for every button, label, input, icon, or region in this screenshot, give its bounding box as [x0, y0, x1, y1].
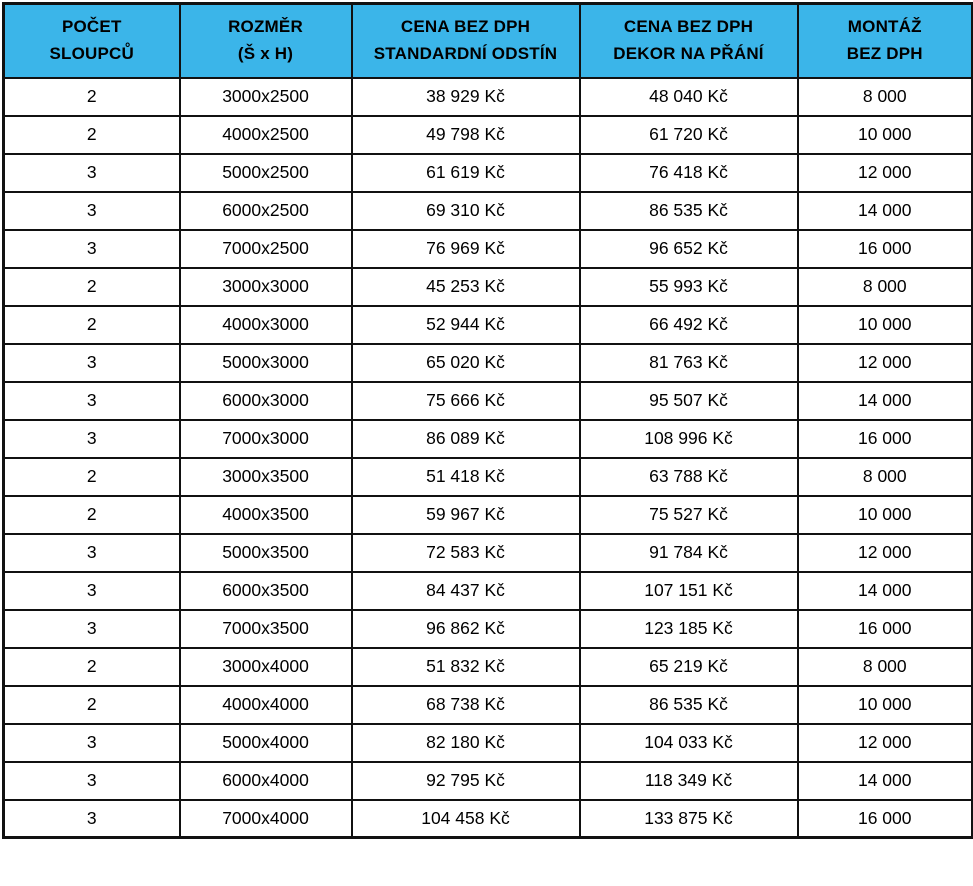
cell-cena-dekor-na-prani: 107 151 Kč — [580, 572, 798, 610]
cell-pocet-sloupcu: 2 — [4, 268, 180, 306]
table-row — [4, 724, 973, 762]
cell-cena-standardni-odstin: 49 798 Kč — [352, 116, 580, 154]
cell-montaz-bez-dph: 16 000 — [798, 800, 973, 838]
cell-cena-standardni-odstin: 86 089 Kč — [352, 420, 580, 458]
cell-montaz-bez-dph: 10 000 — [798, 306, 973, 344]
table-row — [4, 306, 973, 344]
cell-rozmer: 5000x3500 — [180, 534, 352, 572]
cell-cena-standardni-odstin: 69 310 Kč — [352, 192, 580, 230]
cell-montaz-bez-dph: 16 000 — [798, 230, 973, 268]
header-line: STANDARDNÍ ODSTÍN — [373, 43, 558, 63]
table-row — [4, 534, 973, 572]
table-row — [4, 572, 973, 610]
cell-cena-dekor-na-prani: 118 349 Kč — [580, 762, 798, 800]
cell-rozmer: 4000x4000 — [180, 686, 352, 724]
cell-montaz-bez-dph: 14 000 — [798, 762, 973, 800]
cell-cena-standardni-odstin: 82 180 Kč — [352, 724, 580, 762]
cell-pocet-sloupcu: 2 — [4, 116, 180, 154]
cell-montaz-bez-dph: 8 000 — [798, 268, 973, 306]
header-row — [4, 4, 973, 78]
cell-cena-standardni-odstin: 76 969 Kč — [352, 230, 580, 268]
cell-cena-standardni-odstin: 96 862 Kč — [352, 610, 580, 648]
header-pocet-sloupcu — [4, 4, 180, 78]
cell-pocet-sloupcu: 3 — [4, 230, 180, 268]
cell-rozmer: 6000x4000 — [180, 762, 352, 800]
cell-rozmer: 5000x4000 — [180, 724, 352, 762]
cell-montaz-bez-dph: 8 000 — [798, 78, 973, 116]
cell-montaz-bez-dph: 8 000 — [798, 458, 973, 496]
cell-montaz-bez-dph: 16 000 — [798, 610, 973, 648]
header-line: POČET — [61, 17, 122, 37]
header-line: (Š x H) — [237, 43, 294, 63]
cell-rozmer: 3000x3000 — [180, 268, 352, 306]
cell-montaz-bez-dph: 8 000 — [798, 648, 973, 686]
table-row — [4, 458, 973, 496]
cell-cena-standardni-odstin: 61 619 Kč — [352, 154, 580, 192]
cell-cena-standardni-odstin: 65 020 Kč — [352, 344, 580, 382]
cell-cena-standardni-odstin: 59 967 Kč — [352, 496, 580, 534]
cell-montaz-bez-dph: 12 000 — [798, 154, 973, 192]
cell-pocet-sloupcu: 3 — [4, 572, 180, 610]
table-row — [4, 610, 973, 648]
cell-cena-dekor-na-prani: 133 875 Kč — [580, 800, 798, 838]
cell-cena-dekor-na-prani: 86 535 Kč — [580, 192, 798, 230]
header-cena-standardni-odstin — [352, 4, 580, 78]
cell-cena-standardni-odstin: 51 832 Kč — [352, 648, 580, 686]
cell-pocet-sloupcu: 3 — [4, 724, 180, 762]
table-body — [4, 78, 973, 838]
cell-cena-standardni-odstin: 38 929 Kč — [352, 78, 580, 116]
cell-cena-dekor-na-prani: 66 492 Kč — [580, 306, 798, 344]
cell-cena-dekor-na-prani: 86 535 Kč — [580, 686, 798, 724]
cell-pocet-sloupcu: 3 — [4, 534, 180, 572]
header-line: BEZ DPH — [846, 43, 923, 63]
cell-pocet-sloupcu: 3 — [4, 382, 180, 420]
cell-rozmer: 6000x2500 — [180, 192, 352, 230]
cell-rozmer: 7000x2500 — [180, 230, 352, 268]
table-row — [4, 344, 973, 382]
cell-rozmer: 7000x3000 — [180, 420, 352, 458]
table-row — [4, 116, 973, 154]
header-rozmer — [180, 4, 352, 78]
table-row — [4, 78, 973, 116]
cell-montaz-bez-dph: 10 000 — [798, 496, 973, 534]
table-row — [4, 762, 973, 800]
cell-montaz-bez-dph: 10 000 — [798, 116, 973, 154]
header-line: MONTÁŽ — [847, 17, 922, 37]
cell-cena-standardni-odstin: 68 738 Kč — [352, 686, 580, 724]
cell-pocet-sloupcu: 2 — [4, 686, 180, 724]
cell-pocet-sloupcu: 3 — [4, 800, 180, 838]
header-line: SLOUPCŮ — [49, 43, 135, 63]
cell-montaz-bez-dph: 12 000 — [798, 534, 973, 572]
cell-rozmer: 4000x3000 — [180, 306, 352, 344]
price-table — [2, 2, 973, 839]
cell-pocet-sloupcu: 3 — [4, 762, 180, 800]
cell-rozmer: 4000x3500 — [180, 496, 352, 534]
header-line: DEKOR NA PŘÁNÍ — [613, 43, 764, 63]
cell-montaz-bez-dph: 14 000 — [798, 382, 973, 420]
cell-cena-standardni-odstin: 92 795 Kč — [352, 762, 580, 800]
table-row — [4, 154, 973, 192]
cell-cena-standardni-odstin: 51 418 Kč — [352, 458, 580, 496]
cell-cena-dekor-na-prani: 123 185 Kč — [580, 610, 798, 648]
cell-cena-standardni-odstin: 52 944 Kč — [352, 306, 580, 344]
cell-cena-dekor-na-prani: 91 784 Kč — [580, 534, 798, 572]
table-row — [4, 230, 973, 268]
table-row — [4, 382, 973, 420]
cell-cena-dekor-na-prani: 81 763 Kč — [580, 344, 798, 382]
cell-cena-standardni-odstin: 104 458 Kč — [352, 800, 580, 838]
cell-cena-dekor-na-prani: 96 652 Kč — [580, 230, 798, 268]
table-row — [4, 648, 973, 686]
cell-rozmer: 7000x3500 — [180, 610, 352, 648]
cell-montaz-bez-dph: 10 000 — [798, 686, 973, 724]
cell-pocet-sloupcu: 3 — [4, 154, 180, 192]
header-cena-dekor-na-prani — [580, 4, 798, 78]
cell-rozmer: 3000x3500 — [180, 458, 352, 496]
table-row — [4, 420, 973, 458]
table-row — [4, 496, 973, 534]
cell-cena-dekor-na-prani: 61 720 Kč — [580, 116, 798, 154]
cell-montaz-bez-dph: 16 000 — [798, 420, 973, 458]
cell-pocet-sloupcu: 2 — [4, 648, 180, 686]
cell-cena-dekor-na-prani: 55 993 Kč — [580, 268, 798, 306]
cell-rozmer: 3000x2500 — [180, 78, 352, 116]
header-line: ROZMĚR — [228, 17, 303, 37]
cell-montaz-bez-dph: 12 000 — [798, 724, 973, 762]
cell-rozmer: 6000x3000 — [180, 382, 352, 420]
cell-cena-dekor-na-prani: 75 527 Kč — [580, 496, 798, 534]
cell-montaz-bez-dph: 12 000 — [798, 344, 973, 382]
cell-pocet-sloupcu: 3 — [4, 192, 180, 230]
cell-cena-dekor-na-prani: 48 040 Kč — [580, 78, 798, 116]
cell-cena-dekor-na-prani: 65 219 Kč — [580, 648, 798, 686]
cell-cena-dekor-na-prani: 76 418 Kč — [580, 154, 798, 192]
cell-pocet-sloupcu: 3 — [4, 610, 180, 648]
cell-cena-standardni-odstin: 75 666 Kč — [352, 382, 580, 420]
cell-cena-standardni-odstin: 72 583 Kč — [352, 534, 580, 572]
cell-pocet-sloupcu: 2 — [4, 306, 180, 344]
cell-pocet-sloupcu: 3 — [4, 420, 180, 458]
cell-rozmer: 3000x4000 — [180, 648, 352, 686]
cell-pocet-sloupcu: 2 — [4, 496, 180, 534]
table-row — [4, 268, 973, 306]
cell-rozmer: 6000x3500 — [180, 572, 352, 610]
cell-rozmer: 4000x2500 — [180, 116, 352, 154]
cell-cena-dekor-na-prani: 63 788 Kč — [580, 458, 798, 496]
table-row — [4, 800, 973, 838]
header-line: CENA BEZ DPH — [623, 17, 754, 37]
cell-rozmer: 5000x2500 — [180, 154, 352, 192]
cell-cena-standardni-odstin: 45 253 Kč — [352, 268, 580, 306]
cell-pocet-sloupcu: 2 — [4, 78, 180, 116]
cell-rozmer: 7000x4000 — [180, 800, 352, 838]
table-row — [4, 686, 973, 724]
header-line: CENA BEZ DPH — [400, 17, 531, 37]
cell-pocet-sloupcu: 3 — [4, 344, 180, 382]
header-montaz-bez-dph — [798, 4, 973, 78]
cell-montaz-bez-dph: 14 000 — [798, 572, 973, 610]
cell-rozmer: 5000x3000 — [180, 344, 352, 382]
cell-pocet-sloupcu: 2 — [4, 458, 180, 496]
table-row — [4, 192, 973, 230]
cell-cena-dekor-na-prani: 108 996 Kč — [580, 420, 798, 458]
cell-cena-dekor-na-prani: 104 033 Kč — [580, 724, 798, 762]
cell-montaz-bez-dph: 14 000 — [798, 192, 973, 230]
cell-cena-standardni-odstin: 84 437 Kč — [352, 572, 580, 610]
cell-cena-dekor-na-prani: 95 507 Kč — [580, 382, 798, 420]
